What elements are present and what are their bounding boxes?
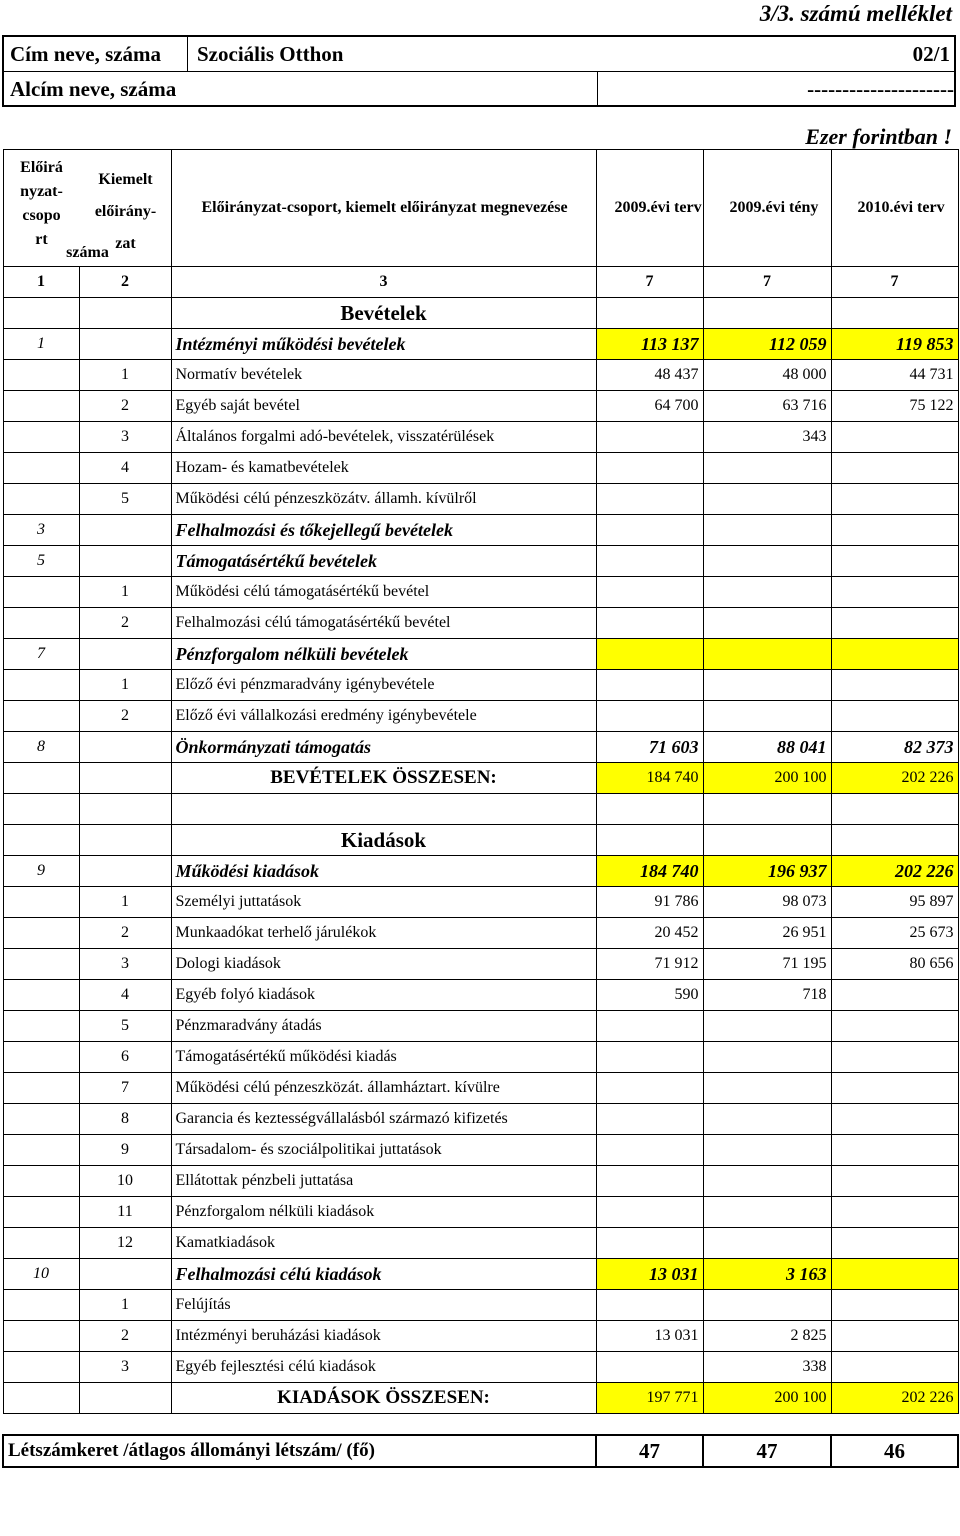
group-name: Önkormányzati támogatás [171, 732, 596, 763]
gap-cell [3, 1414, 958, 1436]
item-name: Egyéb folyó kiadások [171, 980, 596, 1011]
group-code [3, 1228, 79, 1259]
value-plan-2009: 91 786 [596, 887, 703, 918]
value-plan-2010 [831, 1042, 958, 1073]
value-plan-2009: 20 452 [596, 918, 703, 949]
item-row [3, 949, 958, 980]
item-row [3, 980, 958, 1011]
num-group: 1 [3, 267, 79, 298]
value-plan-2009 [596, 1073, 703, 1104]
value-actual-2009: 98 073 [703, 887, 831, 918]
value-plan-2009 [596, 1228, 703, 1259]
num-c: 7 [831, 267, 958, 298]
value-plan-2010 [831, 980, 958, 1011]
item-row [3, 484, 958, 515]
item-name: Felújítás [171, 1290, 596, 1321]
group-code [3, 980, 79, 1011]
value-plan-2010 [831, 1197, 958, 1228]
item-row [3, 391, 958, 422]
income-total-row [3, 763, 958, 794]
value-plan-2009 [596, 546, 703, 577]
item-name: Működési célú támogatásértékű bevétel [171, 577, 596, 608]
value-plan-2010 [831, 1011, 958, 1042]
item-name: Egyéb saját bevétel [171, 391, 596, 422]
group-code [3, 577, 79, 608]
value-plan-2009: 184 740 [596, 856, 703, 887]
kiemelt-header: Kiemelt előirány- zat [94, 171, 157, 252]
item-code: 4 [79, 980, 171, 1011]
item-code: 2 [79, 701, 171, 732]
item-row [3, 577, 958, 608]
item-row [3, 1011, 958, 1042]
value-actual-2009 [703, 701, 831, 732]
value-plan-2010 [831, 1135, 958, 1166]
value-plan-2009 [596, 1352, 703, 1383]
item-row [3, 887, 958, 918]
group-code [3, 360, 79, 391]
item-row [3, 1135, 958, 1166]
group-code: 10 [3, 1259, 79, 1290]
value-actual-2009 [703, 1135, 831, 1166]
empty-cell [3, 298, 79, 329]
empty-cell [79, 298, 171, 329]
value-plan-2010 [831, 1166, 958, 1197]
value-plan-2009: 13 031 [596, 1259, 703, 1290]
item-row [3, 1104, 958, 1135]
item-code: 4 [79, 453, 171, 484]
item-name: Felhalmozási célú támogatásértékű bevétel [171, 608, 596, 639]
group-code: 3 [3, 515, 79, 546]
value-plan-2010 [831, 546, 958, 577]
item-code [79, 546, 171, 577]
item-code: 6 [79, 1042, 171, 1073]
group-header: Előirá nyzat- csopo rt [20, 159, 63, 248]
name-header: Előirányzat-csoport, kiemelt előirányzat megnevezése [171, 150, 596, 267]
item-code: 5 [79, 1011, 171, 1042]
title-box [2, 35, 956, 107]
item-name: Támogatásértékű működési kiadás [171, 1042, 596, 1073]
item-code: 2 [79, 391, 171, 422]
value-actual-2009: 2 825 [703, 1321, 831, 1352]
value-plan-2009 [596, 670, 703, 701]
value-plan-2010: 80 656 [831, 949, 958, 980]
item-name: Intézményi beruházási kiadások [171, 1321, 596, 1352]
unit-note: Ezer forintban ! [805, 124, 952, 149]
group-row [3, 1259, 958, 1290]
szama-header: száma [66, 244, 109, 261]
item-name: Előző évi vállalkozási eredmény igénybevétele [171, 701, 596, 732]
value-plan-2009 [596, 1290, 703, 1321]
item-code: 1 [79, 577, 171, 608]
item-row [3, 422, 958, 453]
value-actual-2009: 63 716 [703, 391, 831, 422]
income-total-plan-2009: 184 740 [596, 763, 703, 794]
value-plan-2010 [831, 1352, 958, 1383]
num-b: 7 [703, 267, 831, 298]
item-code: 2 [79, 1321, 171, 1352]
num-item: 2 [79, 267, 171, 298]
group-code [3, 453, 79, 484]
value-plan-2010 [831, 608, 958, 639]
item-row [3, 1321, 958, 1352]
item-code: 12 [79, 1228, 171, 1259]
value-plan-2010 [831, 453, 958, 484]
item-row [3, 1290, 958, 1321]
group-code [3, 949, 79, 980]
item-code: 1 [79, 1290, 171, 1321]
group-name: Pénzforgalom nélküli bevételek [171, 639, 596, 670]
value-plan-2010: 44 731 [831, 360, 958, 391]
headcount-row [3, 1435, 958, 1467]
value-actual-2009 [703, 1104, 831, 1135]
income-total-actual-2009: 200 100 [703, 763, 831, 794]
item-row [3, 1228, 958, 1259]
empty-cell [3, 1383, 79, 1414]
empty-cell [3, 825, 79, 856]
item-name: Személyi juttatások [171, 887, 596, 918]
empty-cell [79, 1383, 171, 1414]
plan2010-header: 2010.évi terv [831, 150, 958, 267]
value-plan-2010 [831, 1228, 958, 1259]
headcount-label: Létszámkeret /átlagos állományi létszám/ (fő) [3, 1435, 596, 1467]
value-actual-2009: 71 195 [703, 949, 831, 980]
group-code: 7 [3, 639, 79, 670]
spacer [3, 794, 79, 825]
item-row [3, 1352, 958, 1383]
spacer-row [3, 794, 958, 825]
value-plan-2009 [596, 1104, 703, 1135]
plan2009-header: 2009.évi terv [596, 150, 703, 267]
item-code [79, 329, 171, 360]
group-code [3, 1011, 79, 1042]
empty-cell [79, 763, 171, 794]
item-name: Működési célú pénzeszközátv. államh. kívülről [171, 484, 596, 515]
column-header-row [3, 150, 958, 267]
empty-cell [596, 825, 703, 856]
item-code: 3 [79, 949, 171, 980]
group-code [3, 391, 79, 422]
item-name: Ellátottak pénzbeli juttatása [171, 1166, 596, 1197]
item-row [3, 1166, 958, 1197]
group-code [3, 887, 79, 918]
value-actual-2009 [703, 577, 831, 608]
group-code [3, 484, 79, 515]
value-actual-2009 [703, 670, 831, 701]
value-actual-2009: 88 041 [703, 732, 831, 763]
value-plan-2009 [596, 1166, 703, 1197]
group-code: 5 [3, 546, 79, 577]
item-code: 3 [79, 1352, 171, 1383]
value-plan-2010: 82 373 [831, 732, 958, 763]
expense-total-row [3, 1383, 958, 1414]
value-plan-2009 [596, 639, 703, 670]
item-code: 2 [79, 608, 171, 639]
item-name: Általános forgalmi adó-bevételek, visszatérülések [171, 422, 596, 453]
item-row [3, 918, 958, 949]
num-name: 3 [171, 267, 596, 298]
item-code [79, 639, 171, 670]
group-row [3, 546, 958, 577]
item-name: Garancia és keztességvállalásból származó kifizetés [171, 1104, 596, 1135]
value-plan-2009: 13 031 [596, 1321, 703, 1352]
item-code: 5 [79, 484, 171, 515]
empty-cell [831, 825, 958, 856]
item-name: Pénzforgalom nélküli kiadások [171, 1197, 596, 1228]
item-code [79, 1259, 171, 1290]
expense-total-actual-2009: 200 100 [703, 1383, 831, 1414]
value-actual-2009: 196 937 [703, 856, 831, 887]
income-section-row [3, 298, 958, 329]
group-row [3, 732, 958, 763]
value-plan-2009 [596, 484, 703, 515]
headcount-plan-2010: 46 [831, 1435, 958, 1467]
value-actual-2009 [703, 608, 831, 639]
item-row [3, 670, 958, 701]
group-header-cell [3, 150, 171, 267]
group-code [3, 1197, 79, 1228]
item-code: 11 [79, 1197, 171, 1228]
value-plan-2009 [596, 1197, 703, 1228]
group-code [3, 608, 79, 639]
empty-cell [3, 763, 79, 794]
value-plan-2009: 48 437 [596, 360, 703, 391]
item-code: 10 [79, 1166, 171, 1197]
value-plan-2009 [596, 1011, 703, 1042]
item-name: Társadalom- és szociálpolitikai juttatások [171, 1135, 596, 1166]
item-code: 1 [79, 670, 171, 701]
value-actual-2009 [703, 484, 831, 515]
item-code: 3 [79, 422, 171, 453]
group-code [3, 1104, 79, 1135]
item-name: Működési célú pénzeszközát. államháztart. kívülre [171, 1073, 596, 1104]
item-name: Dologi kiadások [171, 949, 596, 980]
value-plan-2009 [596, 1135, 703, 1166]
item-row [3, 1042, 958, 1073]
value-actual-2009: 338 [703, 1352, 831, 1383]
value-plan-2010 [831, 422, 958, 453]
spacer [596, 794, 703, 825]
group-row [3, 515, 958, 546]
item-row [3, 453, 958, 484]
spacer [171, 794, 596, 825]
item-name: Normatív bevételek [171, 360, 596, 391]
group-code [3, 422, 79, 453]
value-plan-2010: 25 673 [831, 918, 958, 949]
item-name: Kamatkiadások [171, 1228, 596, 1259]
item-name: Egyéb fejlesztési célú kiadások [171, 1352, 596, 1383]
group-code [3, 1321, 79, 1352]
value-actual-2009: 112 059 [703, 329, 831, 360]
value-plan-2010 [831, 1259, 958, 1290]
value-plan-2010 [831, 701, 958, 732]
value-plan-2009 [596, 608, 703, 639]
expense-total-plan-2010: 202 226 [831, 1383, 958, 1414]
group-code [3, 1166, 79, 1197]
spacer [703, 794, 831, 825]
group-name: Felhalmozási és tőkejellegű bevételek [171, 515, 596, 546]
spacer [831, 794, 958, 825]
empty-cell [79, 825, 171, 856]
group-code [3, 918, 79, 949]
group-row [3, 639, 958, 670]
value-plan-2010: 119 853 [831, 329, 958, 360]
item-name: Pénzmaradvány átadás [171, 1011, 596, 1042]
value-plan-2010 [831, 1321, 958, 1352]
value-plan-2010: 202 226 [831, 856, 958, 887]
value-plan-2010 [831, 1104, 958, 1135]
value-actual-2009 [703, 453, 831, 484]
expense-total-label: KIADÁSOK ÖSSZESEN: [171, 1383, 596, 1414]
group-code [3, 701, 79, 732]
group-code: 1 [3, 329, 79, 360]
title-code: 02/1 [912, 42, 950, 66]
value-plan-2009: 71 912 [596, 949, 703, 980]
value-actual-2009 [703, 1228, 831, 1259]
value-plan-2010 [831, 577, 958, 608]
item-code [79, 856, 171, 887]
value-plan-2010 [831, 484, 958, 515]
item-code: 2 [79, 918, 171, 949]
value-plan-2009: 590 [596, 980, 703, 1011]
group-code: 8 [3, 732, 79, 763]
value-plan-2009: 113 137 [596, 329, 703, 360]
value-actual-2009 [703, 1073, 831, 1104]
item-code: 1 [79, 887, 171, 918]
item-row [3, 1073, 958, 1104]
value-actual-2009 [703, 515, 831, 546]
value-actual-2009 [703, 1197, 831, 1228]
item-row [3, 608, 958, 639]
budget-table [2, 149, 959, 1468]
income-total-plan-2010: 202 226 [831, 763, 958, 794]
group-row [3, 329, 958, 360]
spacer [79, 794, 171, 825]
value-actual-2009 [703, 1042, 831, 1073]
group-code [3, 1042, 79, 1073]
expense-section-title: Kiadások [171, 825, 596, 856]
value-plan-2009 [596, 701, 703, 732]
value-plan-2010: 75 122 [831, 391, 958, 422]
expense-total-plan-2009: 197 771 [596, 1383, 703, 1414]
value-plan-2010 [831, 639, 958, 670]
empty-cell [596, 298, 703, 329]
group-code [3, 1135, 79, 1166]
annex-title: 3/3. számú melléklet [759, 1, 952, 26]
num-a: 7 [596, 267, 703, 298]
empty-cell [831, 298, 958, 329]
value-plan-2010 [831, 670, 958, 701]
income-section-title: Bevételek [171, 298, 596, 329]
group-code: 9 [3, 856, 79, 887]
value-plan-2009 [596, 453, 703, 484]
item-name: Előző évi pénzmaradvány igénybevétele [171, 670, 596, 701]
item-code: 7 [79, 1073, 171, 1104]
value-actual-2009: 26 951 [703, 918, 831, 949]
headcount-plan-2009: 47 [596, 1435, 703, 1467]
group-code [3, 670, 79, 701]
value-plan-2010: 95 897 [831, 887, 958, 918]
value-actual-2009 [703, 1166, 831, 1197]
empty-cell [703, 825, 831, 856]
gap-row [3, 1414, 958, 1436]
group-name: Támogatásértékű bevételek [171, 546, 596, 577]
value-plan-2009 [596, 1042, 703, 1073]
value-plan-2010 [831, 515, 958, 546]
value-actual-2009: 343 [703, 422, 831, 453]
value-plan-2010 [831, 1073, 958, 1104]
value-actual-2009 [703, 639, 831, 670]
value-plan-2009 [596, 515, 703, 546]
expense-section-row [3, 825, 958, 856]
item-code: 8 [79, 1104, 171, 1135]
group-name: Felhalmozási célú kiadások [171, 1259, 596, 1290]
item-code [79, 732, 171, 763]
value-plan-2009: 71 603 [596, 732, 703, 763]
value-plan-2009 [596, 422, 703, 453]
headcount-actual-2009: 47 [703, 1435, 831, 1467]
group-row [3, 856, 958, 887]
item-row [3, 1197, 958, 1228]
value-actual-2009 [703, 1290, 831, 1321]
value-actual-2009: 718 [703, 980, 831, 1011]
value-actual-2009 [703, 546, 831, 577]
income-total-label: BEVÉTELEK ÖSSZESEN: [171, 763, 596, 794]
subtitle-label: Alcím neve, száma [10, 77, 177, 101]
group-name: Működési kiadások [171, 856, 596, 887]
value-plan-2009 [596, 577, 703, 608]
value-actual-2009: 3 163 [703, 1259, 831, 1290]
column-number-row [3, 267, 958, 298]
item-row [3, 701, 958, 732]
subtitle-value: --------------------- [807, 77, 954, 101]
group-code [3, 1352, 79, 1383]
item-row [3, 360, 958, 391]
empty-cell [703, 298, 831, 329]
group-name: Intézményi működési bevételek [171, 329, 596, 360]
value-plan-2009: 64 700 [596, 391, 703, 422]
item-code [79, 515, 171, 546]
item-name: Hozam- és kamatbevételek [171, 453, 596, 484]
actual2009-header: 2009.évi tény [703, 150, 831, 267]
item-code: 1 [79, 360, 171, 391]
value-actual-2009: 48 000 [703, 360, 831, 391]
value-plan-2010 [831, 1290, 958, 1321]
group-code [3, 1073, 79, 1104]
title-label: Cím neve, száma [10, 42, 162, 66]
value-actual-2009 [703, 1011, 831, 1042]
item-name: Munkaadókat terhelő járulékok [171, 918, 596, 949]
title-value: Szociális Otthon [197, 42, 344, 66]
item-code: 9 [79, 1135, 171, 1166]
group-code [3, 1290, 79, 1321]
